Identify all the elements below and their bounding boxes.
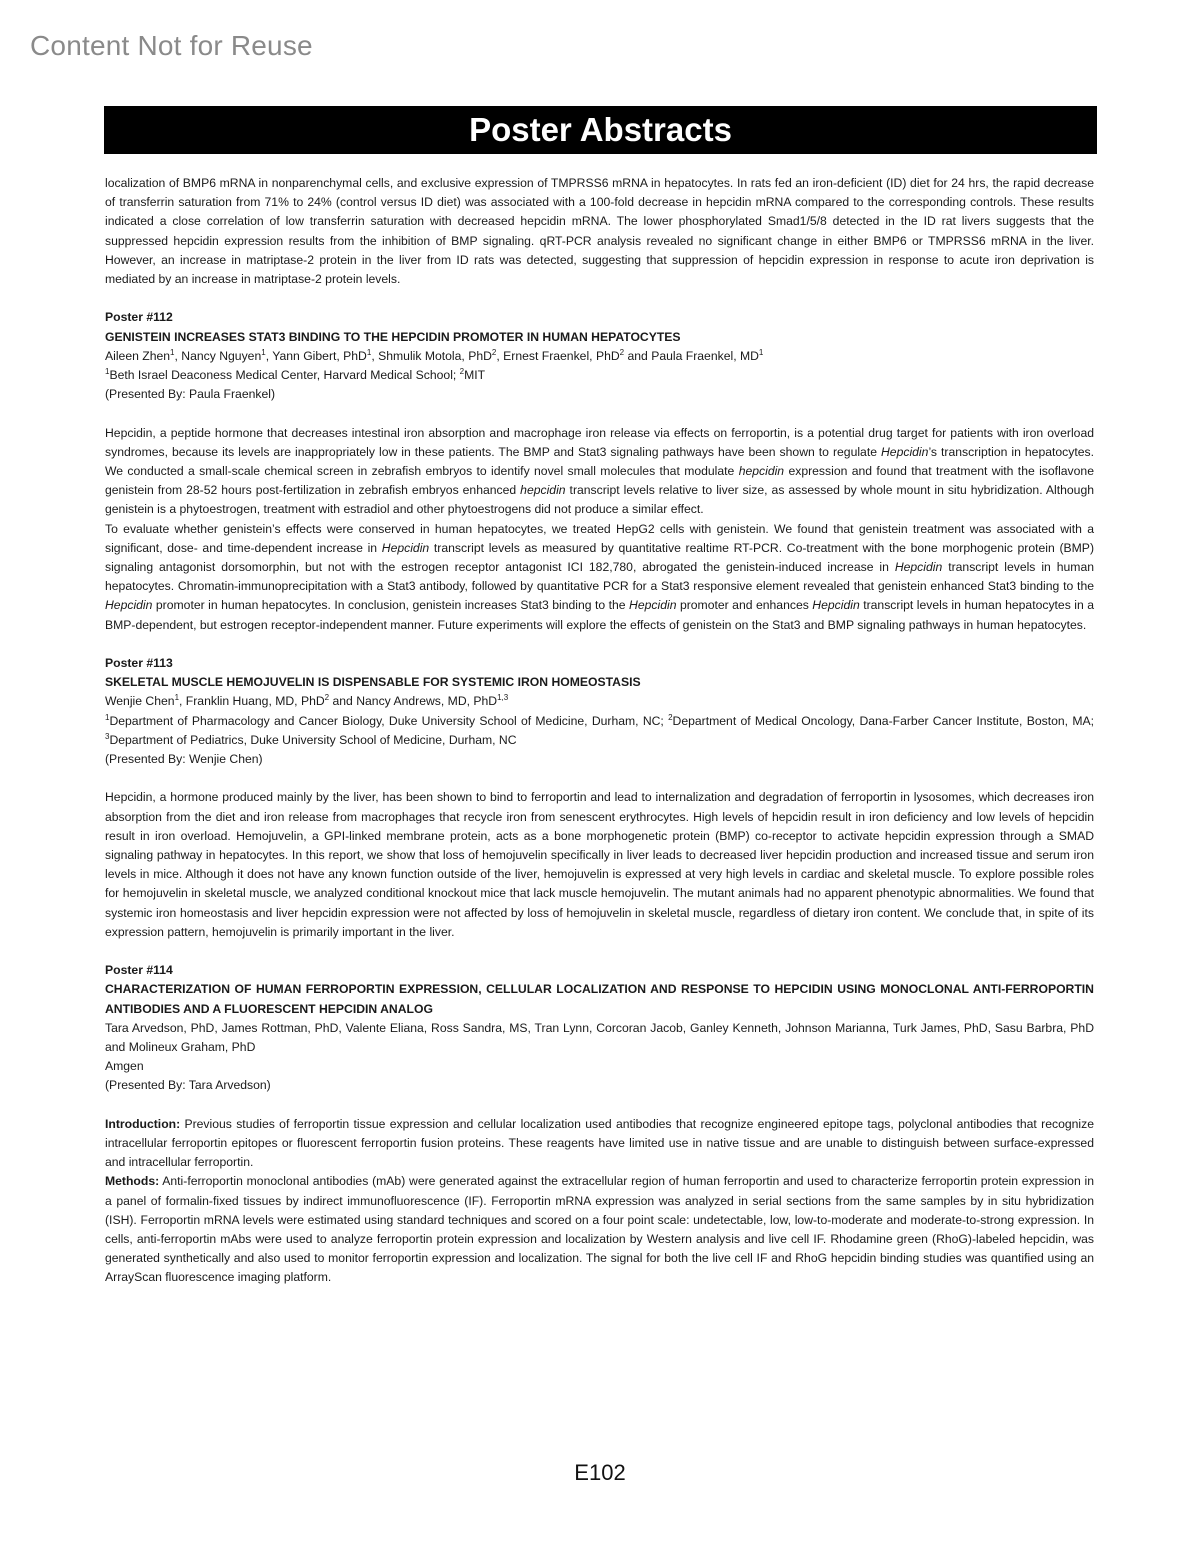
poster-title: SKELETAL MUSCLE HEMOJUVELIN IS DISPENSABLE FOR SYSTEMIC IRON HOMEOSTASIS [105, 675, 641, 690]
affiliation-marker: 1,3 [497, 693, 509, 703]
poster-113 [105, 654, 1094, 942]
poster-number: Poster #114 [105, 963, 173, 978]
introduction-label: Introduction: [105, 1116, 181, 1131]
presented-by: (Presented By: Paula Fraenkel) [105, 387, 276, 402]
affiliation-list [105, 366, 1094, 385]
affiliation-marker: 1 [105, 366, 110, 376]
poster-title: CHARACTERIZATION OF HUMAN FERROPORTIN EXPRESSION, CELLULAR LOCALIZATION AND RESPONSE TO HEPCIDIN USING MONOCLONAL ANTI-FERROPORTIN ANTIBODIES AND A FLUORESCENT HEPCIDIN ANALOG [105, 982, 1094, 1016]
author-name: Wenjie Chen [105, 694, 175, 709]
author-list: Wenjie Chen$^1$, Franklin Huang, MD, PhD$^2$ and Nancy Andrews, MD, PhD$^{1,3}$ [105, 693, 509, 709]
poster-title: GENISTEIN INCREASES STAT3 BINDING TO THE HEPCIDIN PROMOTER IN HUMAN HEPATOCYTES [105, 329, 681, 344]
author-name: Paula Fraenkel, MD [651, 348, 759, 363]
watermark: Content Not for Reuse [30, 30, 313, 61]
methods-label: Methods: [105, 1174, 160, 1189]
author-list: Tara Arvedson, PhD, James Rottman, PhD, Valente Eliana, Ross Sandra, MS, Tran Lynn, Corcoran Jacob, Ganley Kenneth, Johnson Marianna, Turk James, PhD, Sasu Barbra, PhD and Molineux Graham, PhD [105, 1020, 1094, 1055]
affiliation-marker: 2 [459, 366, 465, 376]
continuation-paragraph: localization of BMP6 mRNA in nonparenchymal cells, and exclusive expression of TMPRSS6 mRNA in hepatocytes. In rats fed an iron-deficient (ID) diet for 24 hrs, the rapid decrease of transferrin saturation from 71% to 24% (control versus ID diet) was associated with a 100-fold decrease in hepcidin mRNA compared to the corresponding controls. These results indicated a close correlation of low transferrin saturation with decreased hepcidin mRNA. The lower phosphorylated Smad1/5/8 detected in the ID rat livers suggests that the suppressed hepcidin expression results from the inhibition of BMP signaling. qRT-PCR analysis revealed no significant change in either BMP6 or TMPRSS6 mRNA in the liver. However, an increase in matriptase-2 protein in the liver from ID rats was detected, suggesting that suppression of hepcidin expression in response to acute iron deprivation is mediated by an increase in matriptase-2 protein levels. [105, 176, 1094, 287]
affiliation-list [105, 712, 1094, 750]
introduction-paragraph: Introduction: Previous studies of ferroportin tissue expression and cellular localization used antibodies that recognize engineered epitope tags, polyclonal antibodies that recognize intracellular ferroportin epitopes or fluorescent ferroportin fusion proteins. These reagents have limited use in native tissue and are unable to distinguish between surface-expressed and intracellular ferroportin. [105, 1116, 1094, 1170]
poster-112 [105, 308, 1094, 634]
author-name: Aileen Zhen [105, 348, 171, 363]
abstract-paragraph: Hepcidin, a peptide hormone that decreases intestinal iron absorption and macrophage iron release via effects on ferroportin, is a potential drug target for patients with iron overload syndromes, because its levels are inappropriately low in these patients. The BMP and Stat3 signaling pathways have been shown to regulate Hepcidin’s transcription in hepatocytes. We conducted a small-scale chemical screen in zebrafish embryos to identify novel small molecules that modulate hepcidin expression and found that treatment with the isoflavone genistein from 28-52 hours post-fertilization in zebrafish embryos enhanced hepcidin transcript levels relative to liver size, as assessed by whole mount in situ hybridization. Although genistein is a phytoestrogen, treatment with estradiol and other phytoestrogens did not produce a similar effect. [105, 425, 1095, 517]
poster-number: Poster #113 [105, 656, 173, 671]
abstract-paragraph: To evaluate whether genistein’s effects were conserved in human hepatocytes, we treated HepG2 cells with genistein. We found that genistein treatment was associated with a significant, dose- and time-dependent increase in Hepcidin transcript levels as measured by quantitative realtime RT-PCR. Co-treatment with the bone morphogenic protein (BMP) signaling antagonist dorsomorphin, but not with the estrogen receptor antagonist ICI 182,780, abrogated the genistein-induced increase in Hepcidin transcript levels in human hepatocytes. Chromatin-immunoprecipitation with a Stat3 antibody, followed by quantitative PCR for a Stat3 responsive element revealed that genistein enhanced Stat3 binding to the Hepcidin promoter in human hepatocytes. In conclusion, genistein increases Stat3 binding to the Hepcidin promoter and enhances Hepcidin transcript levels in human hepatocytes in a BMP-dependent, but estrogen receptor-independent manner. Future experiments will explore the effects of genistein on the Stat3 and BMP signaling pathways in human hepatocytes. [105, 521, 1094, 632]
author-list: Aileen Zhen$^1$, Nancy Nguyen$^1$, Yann Gibert, PhD$^1$, Shmulik Motola, PhD$^2$, Ernest Fraenkel, PhD$^2$ and Paula Fraenkel, $MD^1$ [105, 347, 764, 363]
document-body [105, 174, 1094, 1288]
presented-by: (Presented By: Wenjie Chen) [105, 752, 263, 767]
affiliation-marker: 1 [174, 693, 180, 703]
author-name: Nancy Nguyen [181, 348, 262, 363]
presented-by: (Presented By: Tara Arvedson) [105, 1078, 271, 1093]
abstract-paragraph: Hepcidin, a hormone produced mainly by the liver, has been shown to bind to ferroportin and lead to internalization and degradation of ferroportin in lysosomes, which decreases iron absorption from the diet and iron release from macrophages that recycle iron from senescent erythrocytes. High levels of hepcidin result in iron deficiency and low levels of hepcidin result in iron overload. Hemojuvelin, a GPI-linked membrane protein, acts as a bone morphogenetic protein (BMP) co-receptor to activate hepcidin expression through a SMAD signaling pathway in hepatocytes. In this report, we show that loss of hemojuvelin specifically in liver leads to decreased liver hepcidin production and increased tissue and serum iron levels in mice. Although it does not have any known function outside of the liver, hemojuvelin is expressed at very high levels in cardiac and skeletal muscle. To explore possible roles for hemojuvelin in skeletal muscle, we analyzed conditional knockout mice that lack muscle hemojuvelin. The mutant animals had no apparent phenotypic abnormalities. We found that systemic iron homeostasis and liver hepcidin expression were not affected by loss of hemojuvelin in skeletal muscle, regardless of dietary iron content. We conclude that, in spite of its expression pattern, hemojuvelin is primarily important in the liver. [105, 790, 1094, 939]
author-name: Shmulik Motola, PhD [378, 348, 492, 363]
page-number: E102 [574, 1460, 626, 1485]
affiliation-text: Department of Pharmacology and Cancer Biology, Duke University School of Medicine, Durham, NC; [109, 713, 669, 728]
affiliation-marker: 1 [261, 347, 266, 357]
author-name: Franklin Huang, MD, PhD [185, 694, 325, 709]
affiliation-text: Department of Pediatrics, Duke University School of Medicine, Durham, NC [109, 732, 517, 747]
affiliation-marker: 1 [366, 347, 372, 357]
affiliation-marker: 1 [170, 347, 175, 357]
affiliation-marker: 2 [324, 693, 330, 703]
methods-paragraph: Methods: Anti-ferroportin monoclonal antibodies (mAb) were generated against the extracellular region of human ferroportin and used to characterize ferroportin protein expression in a panel of formalin-fixed tissues by indirect immunofluorescence (IF). Ferroportin mRNA expression was analyzed in serial sections from the same samples by in situ hybridization (ISH). Ferroportin mRNA levels were estimated using standard techniques and scored on a four point scale: undetectable, low, low-to-moderate and moderate-to-strong expression. In cells, anti-ferroportin mAbs were used to analyze ferroportin protein expression and localization by Western analysis and live cell IF. Rhodamine green (RhoG)-labeled hepcidin, was generated synthetically and also used to monitor ferroportin expression and localization. The signal for both the live cell IF and RhoG hepcidin binding studies was quantified using an ArrayScan fluorescence imaging platform. [105, 1174, 1094, 1285]
author-name: Ernest Fraenkel, PhD [503, 348, 620, 363]
affiliation: Amgen [105, 1059, 144, 1074]
affiliation-marker: 3 [105, 731, 110, 741]
affiliation-text: MIT [464, 368, 486, 383]
section-banner: Poster Abstracts [104, 106, 1097, 154]
affiliation-marker: 1 [758, 347, 764, 357]
affiliation-marker: 2 [491, 347, 497, 357]
poster-number: Poster #112 [105, 310, 173, 325]
affiliation-marker: 2 [668, 712, 673, 722]
poster-114 [105, 961, 1094, 1287]
affiliation-text: Beth Israel Deaconess Medical Center, Harvard Medical School; [109, 368, 460, 383]
author-name: Nancy Andrews, MD, PhD [356, 694, 498, 709]
affiliation-marker: 2 [619, 347, 625, 357]
affiliation-text: Department of Medical Oncology, Dana-Farber Cancer Institute, Boston, MA; [672, 713, 1094, 728]
affiliation-marker: 1 [105, 712, 110, 722]
author-name: Yann Gibert, PhD [272, 348, 367, 363]
